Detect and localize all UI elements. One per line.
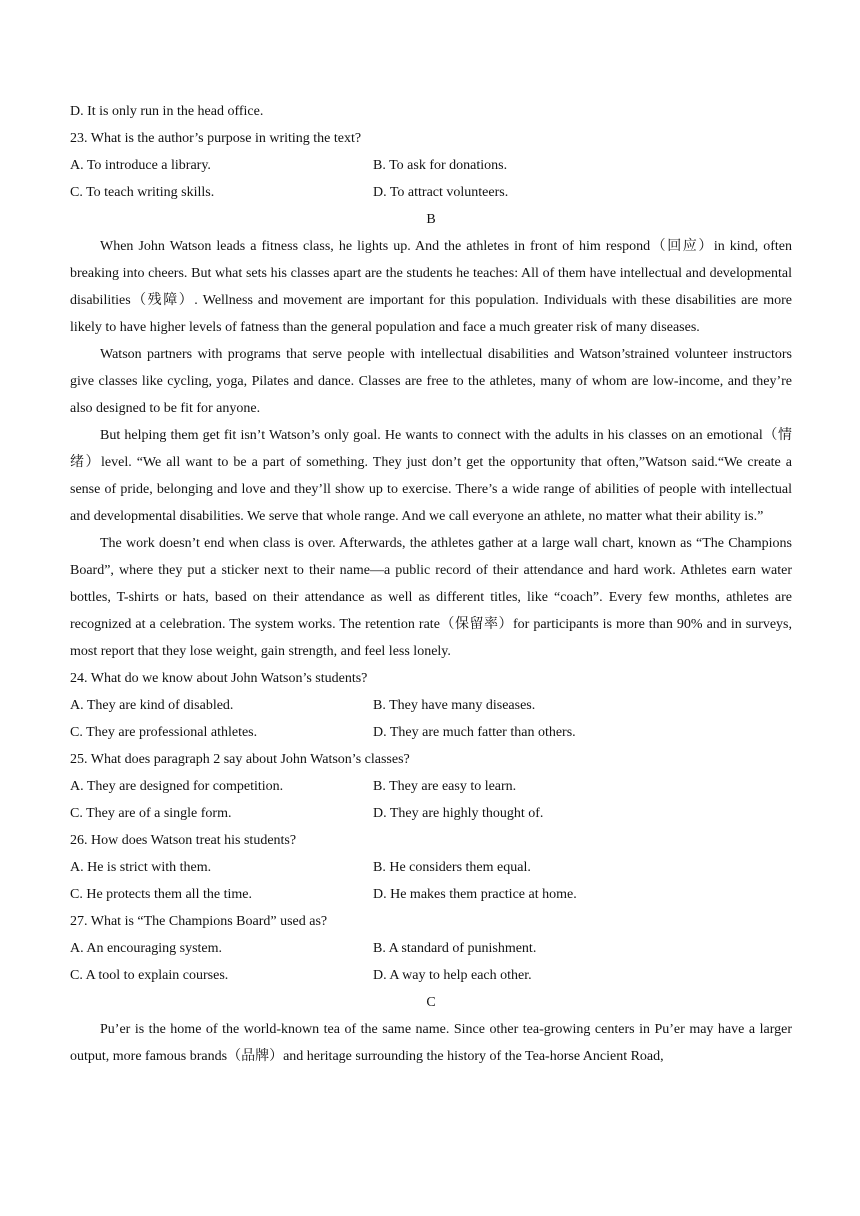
option-c: C. They are professional athletes.	[70, 725, 258, 740]
passage-c-paragraph: Pu’er is the home of the world-known tea of the same name. Since other tea-growing centers in Pu’er may have a larger output, more famous brands（品牌）and heritage surrounding the history of the Tea-horse Ancient Road,	[70, 1022, 792, 1064]
option-a: A. They are designed for competition.	[70, 779, 284, 794]
option-b: B. A standard of punishment.	[373, 941, 537, 956]
paragraph-4: The work doesn’t end when class is over. Afterwards, the athletes gather at a large wall chart, known as “The Champions Board”, where they put a sticker next to their name—a public record of their attendance and hard work. Athletes earn water bottles, T-shirts or hats, based on their attendance as well as different titles, like “coach”. Every few months, athletes are recognized at a celebration. The system works. The retention rate（保留率）for participants is more than 90% and in surveys, most report that they lose weight, gain strength, and feel less lonely.	[70, 536, 792, 659]
option-a: A. He is strict with them.	[70, 860, 212, 875]
question-text: 26. How does Watson treat his students?	[70, 833, 297, 848]
q22-option-d: D. It is only run in the head office.	[70, 104, 264, 119]
question-text: 25. What does paragraph 2 say about John Watson’s classes?	[70, 752, 410, 767]
question-24	[70, 665, 792, 746]
question-text: 24. What do we know about John Watson’s students?	[70, 671, 368, 686]
option-a: A. To introduce a library.	[70, 158, 211, 173]
passage-b-body	[70, 233, 792, 665]
question-23	[70, 125, 792, 206]
option-d: D. He makes them practice at home.	[373, 887, 577, 902]
option-c: C. They are of a single form.	[70, 806, 232, 821]
passage-c-heading: C	[426, 995, 436, 1010]
paragraph-3: But helping them get fit isn’t Watson’s only goal. He wants to connect with the adults in his classes on an emotional（情绪）level. “We all want to be a part of something. They just don’t get the opportunity that often,”Watson said.“We create a sense of pride, belonging and love and they’ll show up to exercise. There’s a wide range of abilities of people with intellectual and developmental disabilities. We serve that whole range. And we call everyone an athlete, no matter what their ability is.”	[70, 428, 792, 524]
option-b: B. They are easy to learn.	[373, 779, 517, 794]
option-d: D. They are much fatter than others.	[373, 725, 576, 740]
question-26	[70, 827, 792, 908]
question-text: 27. What is “The Champions Board” used as?	[70, 914, 328, 929]
question-27	[70, 908, 792, 989]
option-a: A. They are kind of disabled.	[70, 698, 234, 713]
option-b: B. They have many diseases.	[373, 698, 536, 713]
question-25	[70, 746, 792, 827]
option-d: D. To attract volunteers.	[373, 185, 509, 200]
document-page	[70, 98, 792, 1070]
option-c: C. A tool to explain courses.	[70, 968, 229, 983]
option-d: D. A way to help each other.	[373, 968, 532, 983]
option-c: C. He protects them all the time.	[70, 887, 252, 902]
passage-b-heading: B	[426, 212, 436, 227]
option-b: B. He considers them equal.	[373, 860, 531, 875]
option-c: C. To teach writing skills.	[70, 185, 215, 200]
paragraph-1: When John Watson leads a fitness class, he lights up. And the athletes in front of him respond（回应）in kind, often breaking into cheers. But what sets his classes apart are the students he teaches: All of them have intellectual and developmental disabilities（残障）. Wellness and movement are important for this population. Individuals with these disabilities are more likely to have higher levels of fatness than the general population and face a much greater risk of many diseases.	[70, 239, 792, 335]
question-text: 23. What is the author’s purpose in writing the text?	[70, 131, 362, 146]
option-b: B. To ask for donations.	[373, 158, 508, 173]
option-d: D. They are highly thought of.	[373, 806, 544, 821]
paragraph-2: Watson partners with programs that serve people with intellectual disabilities and Watson’strained volunteer instructors give classes like cycling, yoga, Pilates and dance. Classes are free to the athletes, many of whom are low-income, and they’re also designed to be fit for anyone.	[70, 347, 792, 416]
option-a: A. An encouraging system.	[70, 941, 223, 956]
